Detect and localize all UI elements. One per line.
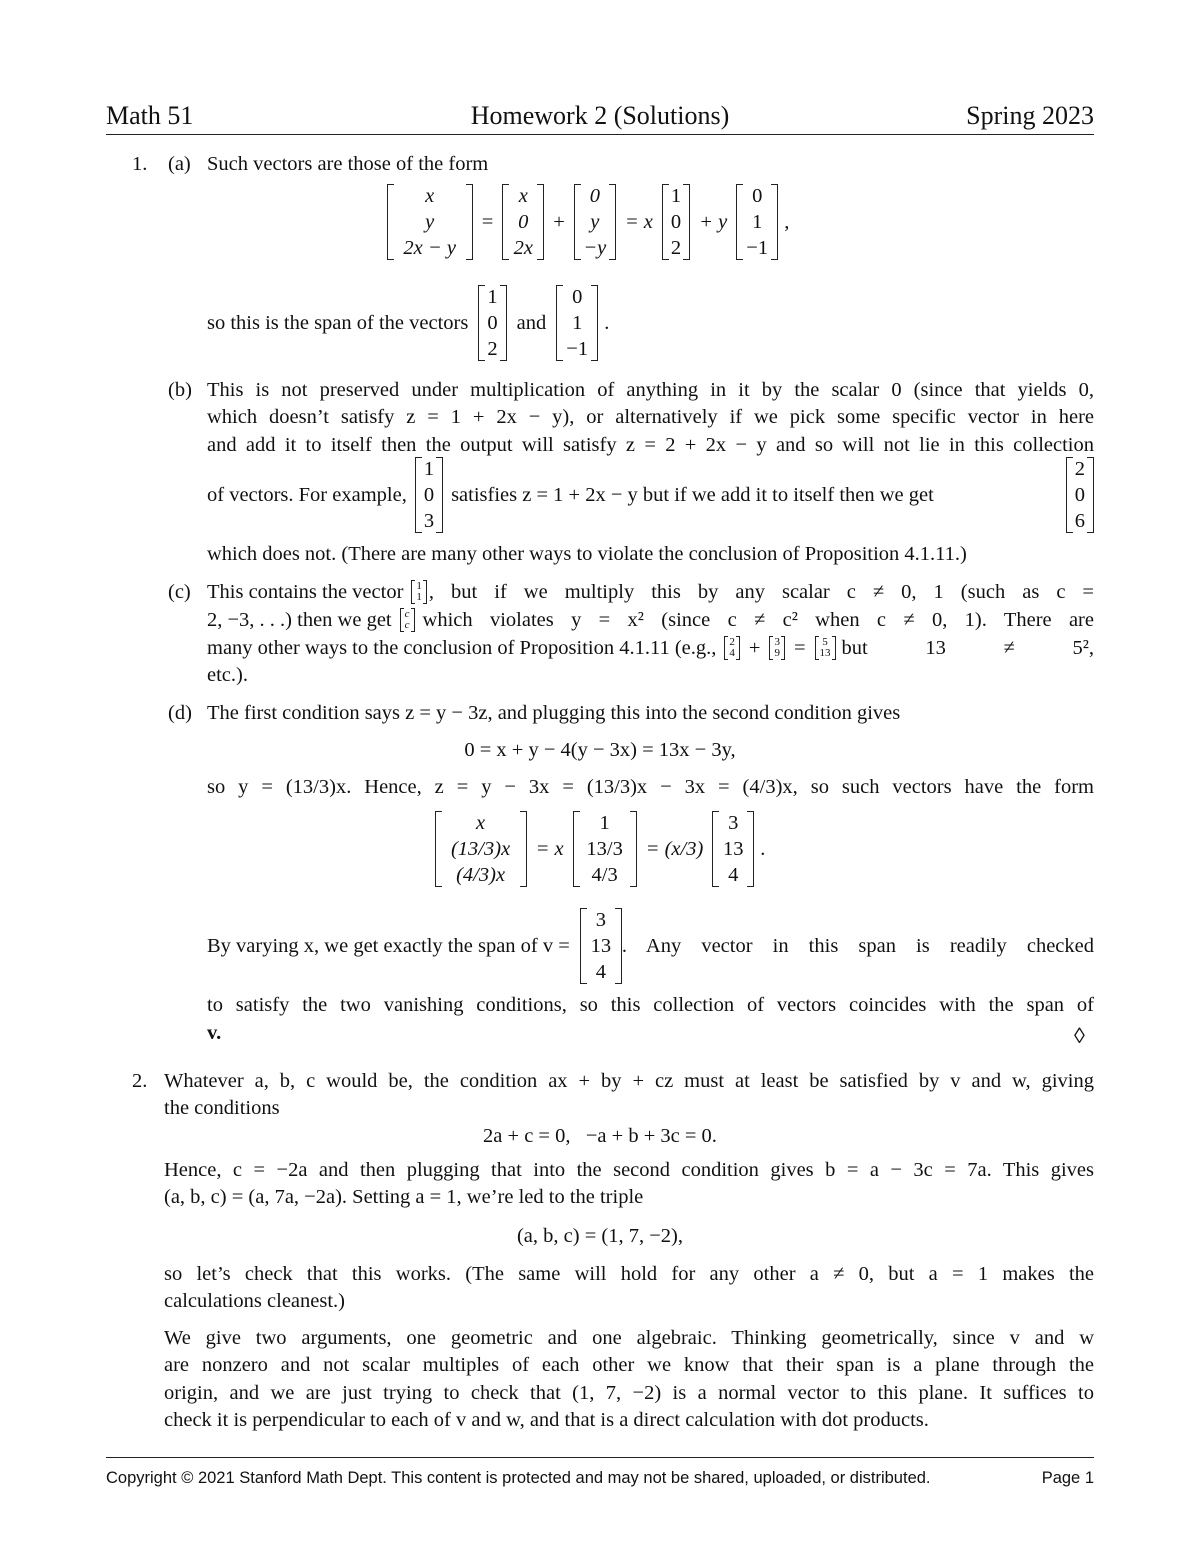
problem-2-line-2: the conditions bbox=[164, 1097, 280, 1119]
problem-2-para-line-2: are nonzero and not scalar multiples of each other we know that their span is a plane through the bbox=[164, 1354, 1094, 1376]
matrix-1: x y 2x − y bbox=[387, 183, 473, 261]
problem-2-line-5: so let’s check that this works. (The same will hold for any other a ≠ 0, but a = 1 makes the bbox=[164, 1263, 1094, 1285]
problem-2-line-6: calculations cleanest.) bbox=[164, 1290, 345, 1312]
span-vector-2: 0 1 −1 bbox=[556, 284, 598, 362]
span-vector-1: 1 0 2 bbox=[478, 284, 506, 362]
matrix-2: x 0 2x bbox=[502, 183, 544, 261]
vector-1-1: 1 1 bbox=[411, 581, 427, 603]
part-c-line-4: etc.). bbox=[207, 664, 248, 686]
part-c-line-3: many other ways to the conclusion of Proposition 4.1.11 (e.g., 2 4 + 3 9 = 5 13 but 13 ≠ 5², bbox=[207, 636, 1094, 659]
matrix-4: 1 0 2 bbox=[662, 183, 690, 261]
part-b-line-4: of vectors. For example, 1 0 3 satisfies z = 1 + 2x − y but if we add it to itself then we get 2 0 6 bbox=[207, 456, 1094, 534]
part-c-line-2: 2, −3, . . .) then we get c c which violates y = x² (since c ≠ c² when c ≠ 0, 1). There are bbox=[207, 608, 1094, 631]
part-d-equation-1: 0 = x + y − 4(y − 3x) = 13x − 3y, bbox=[464, 739, 736, 761]
matrix-d-2: 1 13/3 4/3 bbox=[573, 810, 637, 888]
problem-2-line-4: (a, b, c) = (a, 7a, −2a). Setting a = 1, we’re led to the triple bbox=[164, 1186, 644, 1208]
part-d-label: (d) bbox=[168, 702, 192, 724]
page-footer bbox=[106, 1457, 1094, 1492]
page-number: Page 1 bbox=[1041, 1469, 1094, 1487]
problem-2-para-line-3: origin, and we are just trying to check that (1, 7, −2) is a normal vector to this plane. It suffices to bbox=[164, 1382, 1094, 1404]
span-vector-v: 3 13 4 bbox=[580, 907, 622, 985]
part-d-equation-2: x (13/3)x (4/3)x = x 1 13/3 4/3 = (x/3) 3 13 4 . bbox=[0, 810, 1200, 888]
course-title: Math 51 bbox=[106, 101, 194, 130]
term: Spring 2023 bbox=[966, 101, 1094, 130]
vector-5-13: 5 13 bbox=[815, 637, 836, 659]
problem-2-equation-2: (a, b, c) = (1, 7, −2), bbox=[516, 1225, 683, 1247]
part-a-span-line: so this is the span of the vectors 1 0 2 and 0 1 −1 . bbox=[207, 286, 610, 360]
part-b-line-5: which does not. (There are many other ways to violate the conclusion of Proposition 4.1.11.) bbox=[207, 543, 967, 565]
part-d-line-3: By varying x, we get exactly the span of v = 3 13 4 . Any vector in this span is readily checked bbox=[207, 909, 1094, 983]
problem-2-line-1: Whatever a, b, c would be, the condition ax + by + cz must at least be satisfied by v and w, giving bbox=[164, 1070, 1094, 1092]
document-title: Homework 2 (Solutions) bbox=[470, 101, 730, 130]
part-d-line-1: The first condition says z = y − 3z, and plugging this into the second condition gives bbox=[207, 702, 901, 724]
matrix-d-3: 3 13 4 bbox=[712, 810, 754, 888]
part-a-intro: Such vectors are those of the form bbox=[207, 153, 489, 175]
part-b-line-1: This is not preserved under multiplication of anything in it by the scalar 0 (since that yields 0, bbox=[207, 379, 1094, 401]
copyright-notice: Copyright © 2021 Stanford Math Dept. This content is protected and may not be shared, uploaded, or distributed. bbox=[106, 1469, 931, 1487]
problem-2-line-3: Hence, c = −2a and then plugging that into the second condition gives b = a − 3c = 7a. This gives bbox=[164, 1159, 1094, 1181]
vector-c-c: c c bbox=[400, 609, 415, 631]
vector-3-9: 3 9 bbox=[769, 637, 785, 659]
part-b-line-3: and add it to itself then the output will satisfy z = 2 + 2x − y and so will not lie in this collection bbox=[207, 434, 1094, 456]
part-a-label: (a) bbox=[168, 153, 191, 175]
part-b-label: (b) bbox=[168, 379, 192, 401]
problem-2-para-line-1: We give two arguments, one geometric and one algebraic. Thinking geometrically, since v and w bbox=[164, 1327, 1094, 1349]
matrix-5: 0 1 −1 bbox=[736, 183, 778, 261]
part-c-line-1: This contains the vector 1 1 , but if we multiply this by any scalar c ≠ 0, 1 (such as c = bbox=[207, 580, 1094, 603]
vector-2-4: 2 4 bbox=[724, 637, 740, 659]
doubled-vector: 2 0 6 bbox=[1066, 456, 1094, 534]
problem-2-label: 2. bbox=[132, 1070, 148, 1092]
qed-diamond-icon: ◊ bbox=[1074, 1023, 1085, 1048]
problem-1-label: 1. bbox=[132, 153, 148, 175]
problem-2-equation-1: 2a + c = 0, −a + b + 3c = 0. bbox=[483, 1125, 717, 1147]
part-b-line-2: which doesn’t satisfy z = 1 + 2x − y), or alternatively if we pick some specific vector in here bbox=[207, 406, 1094, 428]
part-c-label: (c) bbox=[168, 581, 191, 603]
part-d-line-2: so y = (13/3)x. Hence, z = y − 3x = (13/3)x − 3x = (4/3)x, so such vectors have the form bbox=[207, 776, 1094, 798]
part-d-line-5: v. bbox=[207, 1022, 222, 1044]
example-vector: 1 0 3 bbox=[415, 456, 443, 534]
part-a-equation: x y 2x − y = x 0 2x + 0 y −y = x 1 0 2 + y 0 1 −1 , bbox=[0, 183, 1188, 261]
matrix-3: 0 y −y bbox=[574, 183, 616, 261]
part-d-line-4: to satisfy the two vanishing conditions, so this collection of vectors coincides with the span of bbox=[207, 994, 1094, 1016]
matrix-d-1: x (13/3)x (4/3)x bbox=[435, 810, 527, 888]
problem-2-para-line-4: check it is perpendicular to each of v and w, and that is a direct calculation with dot products. bbox=[164, 1409, 929, 1431]
page-header bbox=[106, 102, 1094, 135]
